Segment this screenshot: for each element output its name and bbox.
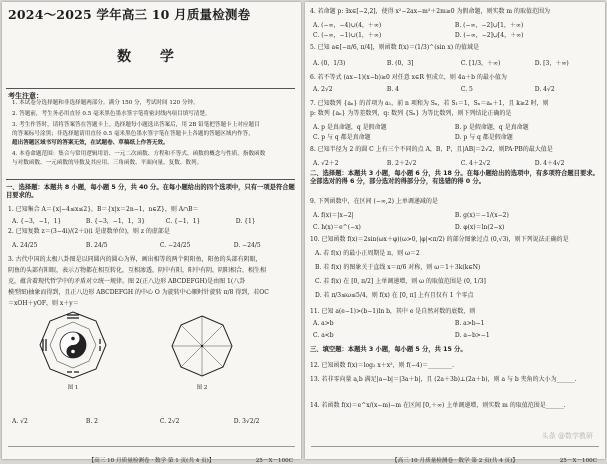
exam-title: 2024～2025 学年高三 10 月质量检测卷	[8, 7, 251, 22]
question-13: 13. 若非零向量 a,b 满足|a−b|＝|3a＋b|，且 (2a＋3b)⊥(2a＋b)，则 a 与 b 夹角的大小为______.	[310, 376, 577, 383]
footer-code: 25－X－100C	[559, 458, 597, 464]
option-d: D. (−∞，−2]∪[4，＋∞)	[454, 32, 524, 39]
question-14: 14. 若函数 f(x)＝e^x/(x−m)−m 在区间 [0,＋∞) 上单调递增，则实数 m 的取值范围是______.	[310, 402, 566, 409]
section-2-heading: 二、选择题：本题共 3 小题，每小题 6 分，共 18 分。在每小题给出的选项中，有多项符合题目要求。全部选对的得 6 分，部分选对的得部分分，有选错的得 0 分。	[310, 170, 599, 186]
option-c: C. h(x)＝e^(−x)	[313, 224, 361, 231]
question-9-options	[313, 210, 595, 219]
option-b: B. (−∞，−2]∪[1，＋∞)	[454, 22, 524, 29]
note-line-emphasis: 超出答题区域书写的答案无效，在试题卷、草稿纸上作答无效。	[12, 140, 169, 146]
option-b: B. (0，3]	[386, 60, 414, 67]
question-10-option: B. 若 f(x) 的图象关于直线 x＝π/6 对称，则 ω＝1＋3k(k∈N)	[315, 264, 481, 271]
option-d: D. [3，＋∞)	[534, 60, 569, 67]
exam-page-2	[305, 2, 605, 464]
option-b: B. {−3，−1，1，3}	[85, 218, 146, 225]
note-line: 4. 本卷命题范围：集合与常用逻辑用语、一元二次函数、方程和不等式、函数的概念与性质、指数函数	[12, 151, 266, 157]
question-7-line: p: 数列 {aₙ} 为等差数列，q: 数列 {Sₙ} 为等比数列，则下列结论正确的是	[310, 110, 512, 117]
footer-code: 25－X－100C	[255, 458, 293, 464]
question-4: 4. 若命题 p: ∃x∈[−2,2]，使得 x²−2ax−m²＋2m≥0 为假命题，则实数 m 的取值范围为	[310, 8, 551, 15]
figure-1-label: 图 1	[67, 385, 79, 391]
option-c: C. [1/3，＋∞)	[460, 60, 501, 67]
question-1: 1. 已知集合 A＝{x|−4≤x≤2}，B＝{x|x＝2n−1，n∈Z}，则 A∩B＝	[8, 206, 199, 213]
question-7-line: 7. 已知数列 {aₙ} 的首项为 a₁，前 n 项和为 Sₙ，若 S₁＝1，Sₙ＝aₙ＋1，且 k≥2 时，则	[310, 100, 549, 107]
option-a: A. √2＋2	[313, 160, 339, 167]
option-b: B. 2＋2√2	[386, 160, 417, 167]
option-a: A. 24/25	[12, 242, 38, 249]
option-b: B. p 是假命题，q 是真命题	[454, 124, 529, 131]
question-3-options	[12, 418, 284, 425]
option-d: D. a−b>−1	[454, 332, 490, 339]
question-7-options	[313, 122, 595, 131]
option-d: D. 3√2/2	[233, 418, 260, 425]
notes-title: 考生注意：	[8, 92, 43, 100]
question-8: 8. 已知半径为 2 的圆 C 上有三个不同的点 A，B，P，且|AB|＝2√2，则PA·PB的最大值是	[310, 146, 553, 153]
option-a: A. √2	[12, 418, 28, 425]
footer-text: 【高三 10 月质量检测卷 · 数学 第 2 页(共 4 页)】	[392, 458, 518, 464]
question-2: 2. 已知复数 z＝(3−4i)/(2＋i)(i 是虚数单位)，则 z 的虚部是	[8, 228, 170, 235]
subject-title: 数 学	[117, 49, 186, 65]
option-a: A. p 是真命题，q 是假命题	[313, 124, 387, 131]
option-d: D. φ(x)＝ln(2−x)	[454, 224, 505, 231]
question-5-options	[313, 58, 595, 67]
option-c: C. {−1，1}	[165, 218, 201, 225]
question-8-options	[313, 158, 595, 167]
option-c: C. −24/25	[159, 242, 191, 249]
option-d: D. 4＋4√2	[534, 160, 565, 167]
question-9-options-row2	[313, 222, 595, 231]
question-4-options-row2	[313, 30, 595, 39]
option-d: D. 4√2	[534, 86, 555, 93]
question-9: 9. 下列函数中，在区间 (−∞,2) 上单调递减的是	[310, 198, 438, 205]
octagon-figure	[168, 312, 236, 380]
question-11-options-row2	[313, 332, 595, 339]
option-d: D. −24/5	[233, 242, 261, 249]
option-c: C. a<b	[313, 332, 334, 339]
option-a: A. {−3，−1，1}	[12, 218, 62, 225]
footer-divider	[8, 446, 295, 447]
question-1-options	[12, 216, 276, 225]
question-3-line: 模型图)抽象而得到，且正八边形 ABCDEFGH 的中心 O 为旋转中心顺时针旋转 π/8 得到，若OC	[8, 289, 269, 296]
section-1-heading: 一、选择题：本题共 8 小题，每小题 5 分，共 40 分。在每小题给出的四个选项中，只有一项是符合题目要求的。	[6, 184, 295, 200]
note-line: 的答案标号涂黑；非选择题请用直径 0.5 毫米黑色墨水签字笔在答题卡上各题的答题区域内作答，	[12, 131, 254, 137]
question-6-options	[313, 86, 595, 93]
note-line: 与对数函数、一元函数的导数及其应用、三角函数、平面向量、复数、数列。	[12, 160, 203, 166]
option-d: D. {1}	[235, 218, 256, 225]
footer-text: 【高三 10 月质量检测卷 · 数学 第 1 页(共 4 页)】	[88, 458, 215, 464]
note-line: 2. 答题前，考生务必用直径 0.5 毫米黑色墨水签字笔将密封线内项目填写清楚。	[12, 111, 211, 117]
option-d: D. p 与 q 都是假命题	[454, 134, 513, 141]
option-b: B. a>b−1	[454, 320, 485, 327]
question-10-option: C. 若 f(x) 在 [0, π/2] 上单调递增，则 ω 的取值范围是 (0, 1/3]	[315, 278, 486, 285]
section-3-heading: 三、填空题：本题共 3 小题，每小题 5 分，共 15 分。	[310, 346, 467, 353]
question-7-options-row2	[313, 132, 595, 141]
question-12: 12. 已知函数 f(x)＝log₂ x＋x²，则 f(−4)＝________.	[310, 362, 455, 369]
question-11-options	[313, 320, 595, 327]
option-c: C. 2√2	[159, 418, 180, 425]
figure-2-label: 图 2	[196, 385, 208, 391]
question-3-line: 3. 古代中国的太极八卦图是以同圆内的圆心为界，画出相等的两个阴阳鱼，阳鱼的头部有阴眼，	[8, 256, 262, 263]
note-line: 1. 本试卷分选择题和非选择题两部分。满分 150 分，考试时间 120 分钟。	[12, 100, 199, 106]
question-10-line: 10. 已知函数 f(x)＝2sin(ωx＋φ)(ω>0, |φ|<π/2) 的部分图象过点 (0,√3)，则下列说法正确的是	[310, 236, 569, 243]
option-a: A. a>b	[313, 320, 334, 327]
question-10-option: D. 若 π/3≤ω≤5/4，则 f(x) 在 [0, π] 上有且仅有 1 个零点	[315, 292, 474, 299]
option-b: B. g(x)＝−1/(x−2)	[454, 212, 509, 219]
option-a: A. f(x)＝|x−2|	[313, 212, 354, 219]
option-c: C. 4＋2√2	[460, 160, 491, 167]
option-c: C. p 与 q 都是真命题	[313, 134, 371, 141]
question-6: 6. 若不等式 (ax−1)(x−b)≥0 对任意 x∈R 恒成立，则 4a＋b 的最小值为	[310, 74, 507, 81]
question-3-line: ＝xOH＋yOF，则 x＋y＝	[8, 300, 79, 307]
watermark: 头条 @数学教研	[541, 432, 593, 440]
note-line: 3. 考生作答时，请将答案答在答题卡上。选择题每小题选出答案后，用 2B 铅笔把答题卡上对应题目	[12, 122, 260, 128]
option-a: A. (0，1/3)	[313, 60, 346, 67]
option-c: C. (−∞，−1)∪(1，＋∞)	[313, 32, 382, 39]
option-a: A. (−∞，−4)∪(4，＋∞)	[313, 22, 382, 29]
question-5: 5. 已知 a∈[−π/6, π/4]，则函数 f(x)＝(1/3)^(sin x) 的值域是	[310, 44, 479, 51]
question-3-line: 阴鱼的头部有阳眼，表示万物都在相互转化，互相渗透，阴中有阳，阳中有阴，阴阳相合，相生相	[8, 267, 267, 274]
exam-page-1	[2, 2, 301, 464]
option-b: B. 4	[386, 86, 399, 93]
question-10-option: A. 若 f(x) 的最小正周期是 π，则 ω＝2	[315, 250, 420, 257]
question-2-options	[12, 242, 284, 249]
notes-box	[6, 88, 295, 180]
option-b: B. 2	[85, 418, 98, 425]
bagua-figure	[38, 310, 108, 380]
option-a: A. 2√2	[313, 86, 333, 93]
footer-divider	[311, 446, 599, 447]
question-4-options	[313, 20, 595, 29]
question-11: 11. 已知 a(e−1)>(b−1)ln b，其中 e 是自然对数的底数，则	[310, 308, 476, 315]
option-b: B. 24/5	[85, 242, 108, 249]
question-3-line: 克，蕴含着现代哲学中的矛盾对立统一规律。图 2(正八边形 ABCDEFGH)是由图 1(八卦	[8, 278, 246, 285]
option-c: C. 5	[460, 86, 473, 93]
